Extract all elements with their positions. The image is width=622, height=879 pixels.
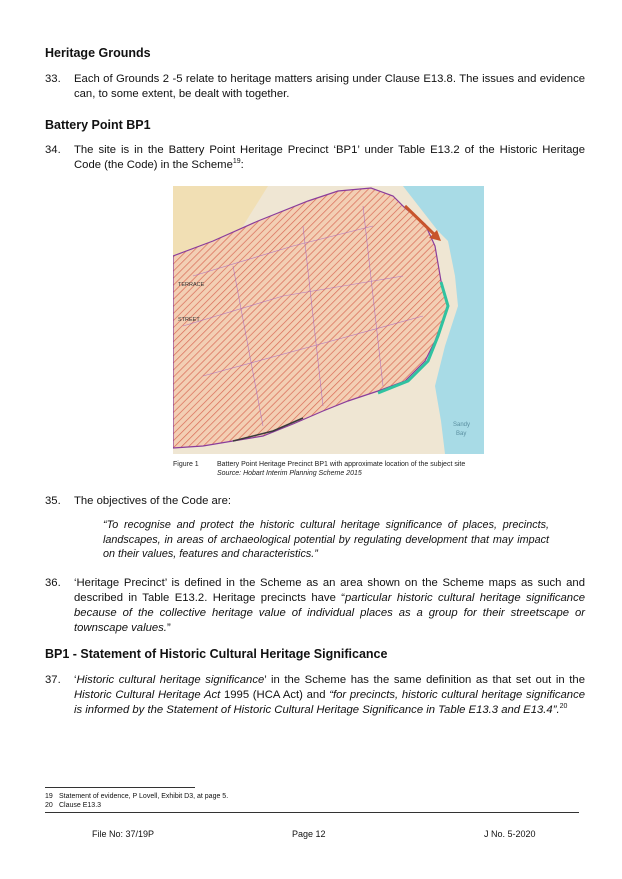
figure-caption-text: Battery Point Heritage Precinct BP1 with approximate location of the subject site	[217, 461, 466, 468]
footer-divider	[45, 812, 579, 813]
footnote-number: 19	[45, 793, 53, 800]
paragraph-36	[45, 576, 585, 636]
text-italic-part: “for precincts, historic cultural heritage significance is informed by the Statement of Historic Cultural Heritage Significance in Table E13.3 and E13.4”.	[74, 689, 585, 716]
code-objectives-quote: “To recognise and protect the historic cultural heritage significance of places, precincts, landscapes, in areas of archaeological potential by regulating development that may impact on their values, features and characteristics.”	[103, 519, 549, 560]
paragraph-text-end: :	[240, 159, 244, 171]
footer-page-number: Page 12	[292, 829, 326, 839]
footnote-text: Clause E13.3	[59, 802, 102, 809]
map-label-street: STREET	[178, 317, 200, 323]
paragraph-number: 35.	[45, 495, 61, 507]
paragraph-text-end: ”	[166, 622, 171, 634]
text-italic-part: Historic cultural heritage significance	[76, 674, 265, 686]
text-part: ‘	[74, 674, 77, 686]
footnote-ref-20[interactable]: 20	[559, 703, 568, 711]
text-italic-part: Historic Cultural Heritage Act	[74, 689, 221, 701]
figure-source: Source: Hobart Interim Planning Scheme 2015	[217, 470, 362, 477]
paragraph-33	[45, 72, 585, 102]
text-part: 1995 (HCA Act) and	[220, 689, 330, 701]
paragraph-number: 33.	[45, 73, 61, 85]
footnote-text: Statement of evidence, P Lovell, Exhibit D3, at page 5.	[59, 793, 229, 800]
heading-statement: BP1 - Statement of Historic Cultural Heritage Significance	[45, 647, 388, 661]
paragraph-35	[45, 494, 585, 509]
heading-heritage-grounds: Heritage Grounds	[45, 46, 151, 60]
text-part: ’ in the Scheme has the same definition as that set out in the	[264, 674, 585, 686]
footnote-number: 20	[45, 802, 53, 809]
map-label-bay: Bay	[456, 431, 467, 437]
map-label-terrace: TERRACE	[178, 282, 205, 288]
paragraph-34	[45, 143, 585, 173]
footnote-divider	[45, 787, 195, 788]
paragraph-text: The objectives of the Code are:	[74, 495, 231, 507]
map-label-sandy: Sandy	[453, 422, 471, 428]
paragraph-number: 34.	[45, 144, 61, 156]
paragraph-text-italic: particular historic cultural heritage significance because of the collective heritage value of individual places as a group for their streetscape or townscape values.	[74, 592, 585, 634]
footnote-20	[45, 801, 101, 810]
footer-judgment-number: J No. 5-2020	[484, 829, 536, 839]
paragraph-37	[45, 673, 585, 718]
footnote-19	[45, 792, 228, 801]
figure-label: Figure 1	[173, 461, 199, 468]
paragraph-text	[74, 143, 585, 173]
paragraph-number: 37.	[45, 674, 61, 686]
footnote-ref-19[interactable]: 19	[232, 158, 241, 166]
paragraph-text-main: The site is in the Battery Point Heritage Precinct ‘BP1’ under Table E13.2 of the Historic Heritage Code (the Code) in the Scheme	[74, 144, 585, 171]
paragraph-number: 36.	[45, 577, 61, 589]
figure-caption	[173, 460, 465, 478]
paragraph-text	[74, 673, 585, 718]
paragraph-text	[74, 576, 585, 636]
paragraph-text-main: ‘Heritage Precinct’ is defined in the Scheme as an area shown on the Scheme maps as such and described in Table E13.2. Heritage precincts have “	[74, 577, 585, 604]
footer-file-number: File No: 37/19P	[92, 829, 155, 839]
heritage-precinct-map	[173, 186, 484, 454]
paragraph-text: Each of Grounds 2 -5 relate to heritage matters arising under Clause E13.8. The issues and evidence can, to some extent, be dealt with together.	[74, 73, 585, 100]
heading-battery-point: Battery Point BP1	[45, 118, 151, 132]
